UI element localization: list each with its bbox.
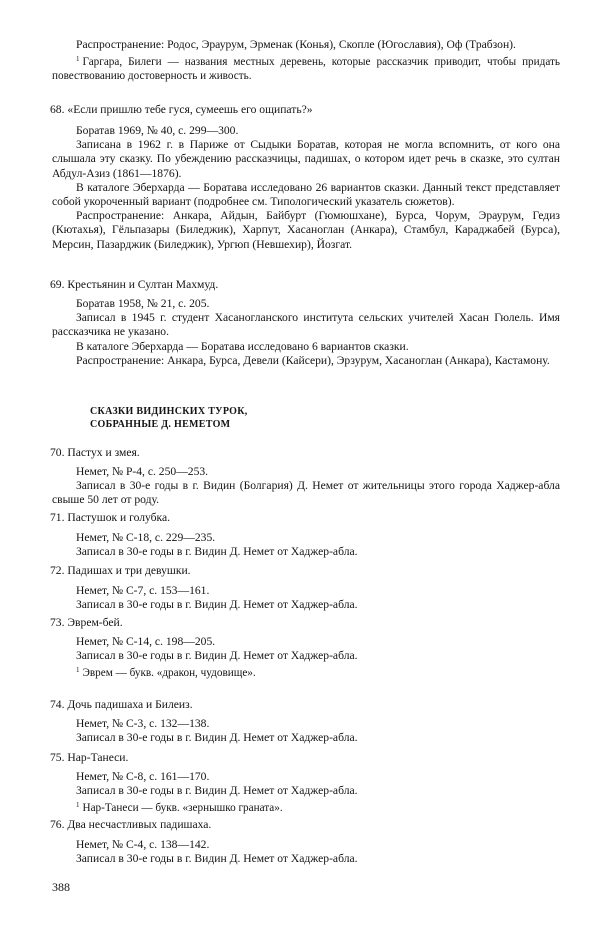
entry-74-body xyxy=(52,717,560,745)
entry-70-body xyxy=(52,465,560,508)
entry-72-source: Немет, № С-7, с. 153—161. xyxy=(76,584,210,597)
entry-75-title: 75. Нар-Танеси. xyxy=(50,751,129,764)
entry-71-source: Немет, № С-18, с. 229—235. xyxy=(76,531,216,544)
entry-74-source: Немет, № С-3, с. 132—138. xyxy=(76,717,210,730)
entry-76-note: Записал в 30-е годы в г. Видин Д. Немет от Хаджер-абла. xyxy=(76,852,358,866)
entry-73-source: Немет, № С-14, с. 198—205. xyxy=(76,635,216,648)
entry-68-body xyxy=(52,124,560,252)
entry-74-title: 74. Дочь падишаха и Билеиз. xyxy=(50,698,193,711)
entry-68-source: Боратав 1969, № 40, с. 299—300. xyxy=(76,124,239,137)
entry-69-catalog: В каталоге Эберхарда — Боратава исследовано 6 вариантов сказки. xyxy=(76,339,409,353)
page-number: 388 xyxy=(52,880,70,894)
footnote-text: Гаргара, Билеги — названия местных деревень, которые рассказчик приводит, чтобы придать повествованию достоверность и живость. xyxy=(52,56,560,83)
footnote-mark: 1 xyxy=(76,55,80,64)
entry-75-source: Немет, № С-8, с. 161—170. xyxy=(76,770,210,783)
entry-76-source: Немет, № С-4, с. 138—142. xyxy=(76,838,210,851)
entry-74-note: Записал в 30-е годы в г. Видин Д. Немет от Хаджер-абла. xyxy=(76,731,358,745)
intro-distribution: Распространение: Родос, Эраурум, Эрменак (Конья), Скопле (Югославия), Оф (Трабзон). xyxy=(76,38,516,51)
entry-68-distribution: Распространение: Анкара, Айдын, Байбурт (Гюмюшхане), Бурса, Чорум, Эраурум, Гедиз (Кютахья), Гёльпазары (Биледжик), Харпут, Хасаноглан (Анкара), Стамбул, Караджабей (Бурса), Мерсин, Пазарджик (Биледжик), Ургюп (Невшехир), Йозгат. xyxy=(52,209,560,251)
entry-68-title: 68. «Если пришлю тебе гуся, сумеешь его ощипать?» xyxy=(50,103,313,116)
footnote-text: Нар-Танеси — букв. «зернышко граната». xyxy=(82,802,283,815)
entry-69-source: Боратав 1958, № 21, с. 205. xyxy=(76,297,210,310)
entry-69-distribution: Распространение: Анкара, Бурса, Девели (Кайсери), Эрзурум, Хасаноглан (Анкара), Кастамону. xyxy=(76,353,550,367)
section-heading-line-2: СОБРАННЫЕ Д. НЕМЕТОМ xyxy=(90,419,231,430)
entry-73-footnote xyxy=(52,663,560,680)
entry-70-note: Записал в 30-е годы в г. Видин (Болгария) Д. Немет от жительницы этого города Хаджер-абла свыше 50 лет от роду. xyxy=(52,479,560,507)
entry-73-title: 73. Эврем-бей. xyxy=(50,616,123,629)
section-heading xyxy=(90,405,248,431)
entry-71-body xyxy=(52,531,560,559)
entry-76-title: 76. Два несчастливых падишаха. xyxy=(50,818,212,831)
entry-71-title: 71. Пастушок и голубка. xyxy=(50,511,171,524)
entry-69-title: 69. Крестьянин и Султан Махмуд. xyxy=(50,278,219,291)
entry-73-note: Записал в 30-е годы в г. Видин Д. Немет от Хаджер-абла. xyxy=(76,649,358,663)
entry-70-title: 70. Пастух и змея. xyxy=(50,446,140,459)
entry-68-catalog: В каталоге Эберхарда — Боратава исследовано 26 вариантов сказки. Данный текст представляет собой укороченный вариант (подробнее см. Типологический указатель сюжетов). xyxy=(52,180,560,209)
intro-footnote xyxy=(52,52,560,83)
entry-69-body xyxy=(52,297,560,368)
entry-69-note: Записал в 1945 г. студент Хасаногланского института сельских учителей Хасан Гюлель. Имя рассказчика не указано. xyxy=(52,311,560,339)
entry-72-title: 72. Падишах и три девушки. xyxy=(50,564,191,577)
entry-71-note: Записал в 30-е годы в г. Видин Д. Немет от Хаджер-абла. xyxy=(76,545,358,559)
entry-72-note: Записал в 30-е годы в г. Видин Д. Немет от Хаджер-абла. xyxy=(76,598,358,612)
entry-75-note: Записал в 30-е годы в г. Видин Д. Немет от Хаджер-абла. xyxy=(76,784,358,798)
entry-76-body xyxy=(52,838,560,866)
entry-73-body xyxy=(52,635,560,681)
entry-68-note: Записана в 1962 г. в Париже от Сыдыки Боратав, которая не могла вспомнить, от кого она слышала эту сказку. По убеждению рассказчицы, падишах, о котором идет речь в сказке, это султан Абдул-Азиз (1861—1876). xyxy=(52,138,560,180)
footnote-text: Эврем — букв. «дракон, чудовище». xyxy=(82,667,256,680)
entry-72-body xyxy=(52,584,560,612)
footnote-mark: 1 xyxy=(76,801,80,810)
section-heading-line-1: СКАЗКИ ВИДИНСКИХ ТУРОК, xyxy=(90,406,248,417)
entry-75-body xyxy=(52,770,560,816)
entry-70-source: Немет, № Р-4, с. 250—253. xyxy=(76,465,209,478)
intro-block xyxy=(52,38,560,84)
footnote-mark: 1 xyxy=(76,666,80,675)
entry-75-footnote xyxy=(52,798,560,815)
